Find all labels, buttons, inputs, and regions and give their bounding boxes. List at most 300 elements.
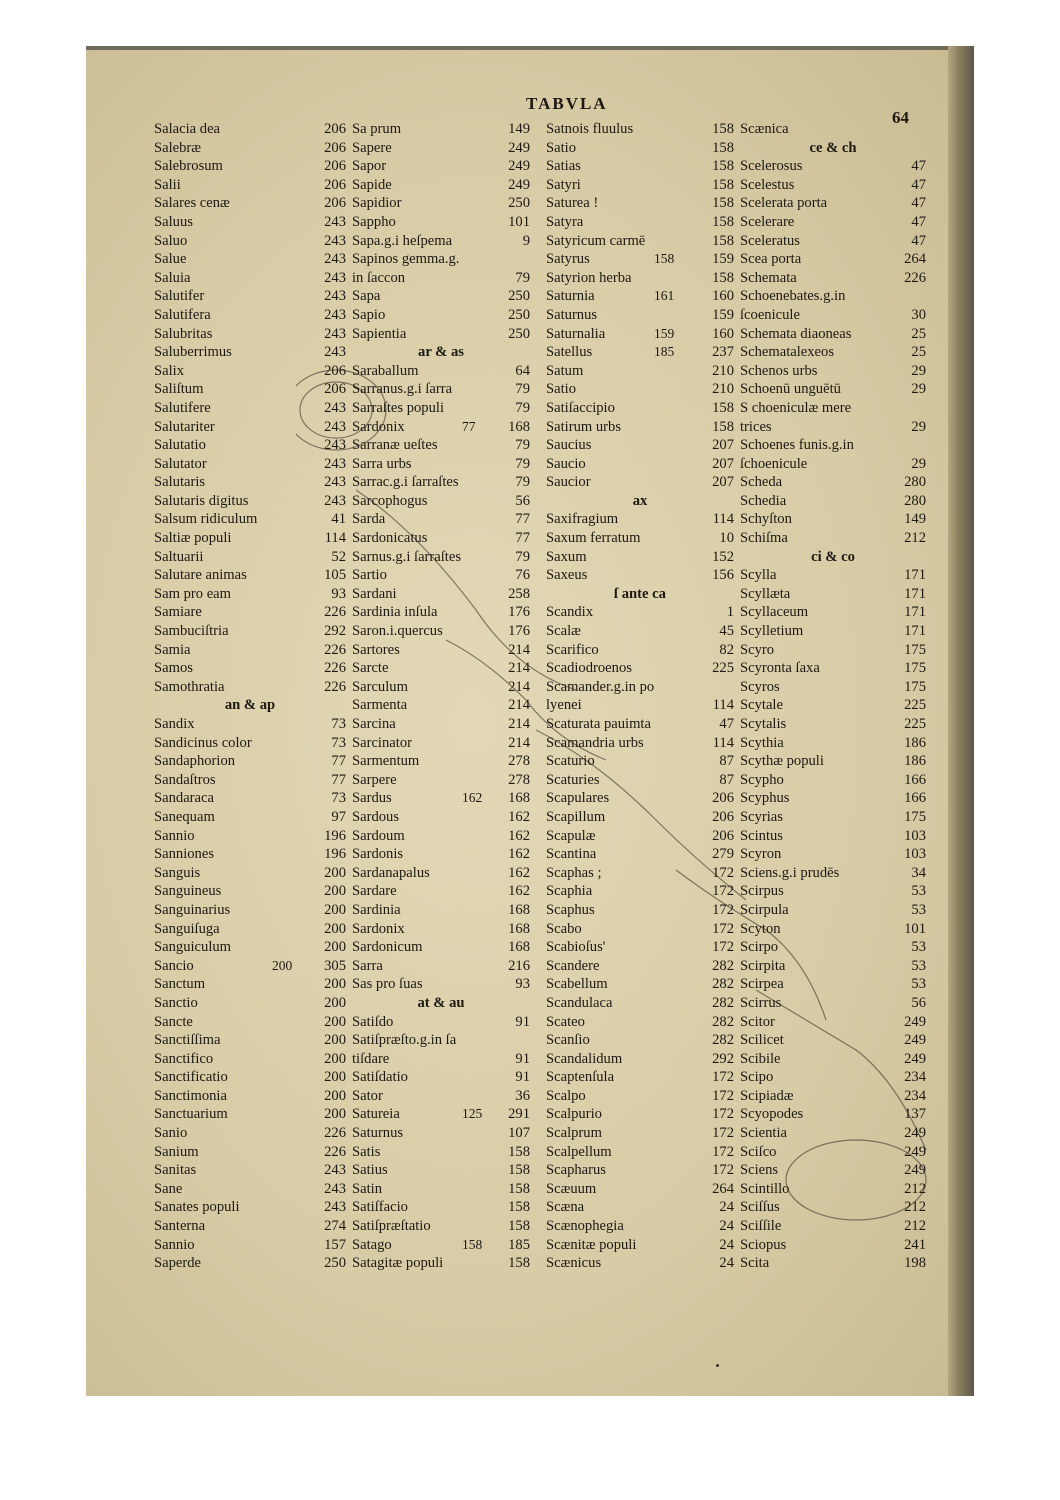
index-row: [154, 343, 346, 362]
index-row: [740, 715, 926, 734]
index-term: Saliſtum: [154, 381, 204, 398]
page-ref: 36: [515, 1087, 530, 1104]
index-row: [546, 1161, 734, 1180]
index-term: Sanctio: [154, 994, 198, 1011]
index-term: Satnois fluulus: [546, 121, 634, 137]
index-term: Scytale: [740, 697, 783, 714]
index-row: [154, 845, 346, 864]
book-spine-edge: [948, 46, 974, 1396]
index-row: [352, 1013, 530, 1032]
paper-sheet: [86, 50, 948, 1396]
page-ref: 243: [324, 344, 346, 361]
index-term: Sanctimonia: [154, 1087, 227, 1104]
index-row: [740, 1013, 926, 1032]
index-row: [154, 157, 346, 176]
page-ref: 30: [911, 306, 926, 323]
page-ref: 29: [911, 455, 926, 472]
index-row: [154, 715, 346, 734]
index-row: [154, 901, 346, 920]
index-row: [154, 120, 346, 139]
index-row: [352, 362, 530, 381]
index-row: [352, 752, 530, 771]
index-row: [352, 120, 530, 139]
page-ref: 158: [712, 195, 734, 212]
page-ref: 249: [904, 1032, 926, 1049]
page-ref: 82: [719, 641, 734, 658]
page-ref: 160: [712, 288, 734, 305]
page-ref: 166: [904, 790, 926, 807]
index-row: [352, 1105, 530, 1124]
index-row: [740, 845, 926, 864]
index-column-1: [154, 120, 346, 1273]
page-ref: 52: [331, 548, 346, 565]
index-term: Scylletium: [740, 623, 804, 640]
page-ref: 243: [324, 269, 346, 286]
index-term: Sanio: [154, 1125, 188, 1142]
index-term: Sardonix: [352, 418, 405, 435]
page-ref: 206: [712, 827, 734, 844]
index-term: Sanguiſuga: [154, 920, 220, 937]
index-row: [740, 473, 926, 492]
index-row: [740, 213, 926, 232]
index-row: [740, 827, 926, 846]
page-ref: 158: [712, 418, 734, 435]
page-ref: 156: [712, 567, 734, 584]
index-term: Sardonis: [352, 846, 404, 863]
page-ref: 250: [508, 325, 530, 342]
page-ref: 234: [904, 1087, 926, 1104]
page-ref: 225: [712, 660, 734, 677]
page-ref: 200: [324, 864, 346, 881]
page-ref: 25: [911, 344, 926, 361]
index-row: [546, 566, 734, 585]
page-ref: 214: [508, 678, 530, 695]
index-row: [352, 1031, 530, 1050]
index-term: Salutifer: [154, 288, 205, 305]
index-row: [154, 1050, 346, 1069]
index-row: [740, 808, 926, 827]
page-ref: 158: [508, 1218, 530, 1235]
index-row: [352, 641, 530, 660]
index-row: [352, 380, 530, 399]
index-row: [740, 1254, 926, 1273]
index-row: [546, 194, 734, 213]
index-row: [740, 492, 926, 511]
section-heading: ar & as: [418, 344, 464, 361]
index-row: [546, 938, 734, 957]
index-row: [740, 362, 926, 381]
index-term: Scita: [740, 1255, 770, 1272]
index-row: [352, 548, 530, 567]
index-term: Satiſpræſtatio: [352, 1218, 431, 1235]
page-ref: 207: [712, 474, 734, 491]
index-term: Sarnus.g.i ſarraſtes: [352, 548, 462, 565]
page-ref: 25: [911, 325, 926, 342]
index-row: [154, 641, 346, 660]
scanned-page: [86, 46, 974, 1396]
page-ref: 162: [508, 808, 530, 825]
page-ref: 185: [508, 1236, 530, 1253]
page-ref: 305: [324, 957, 346, 974]
index-term: Samiare: [154, 604, 202, 621]
index-term: Satyra: [546, 213, 584, 230]
index-term: Sarra urbs: [352, 455, 412, 472]
page-ref: 171: [904, 585, 926, 602]
index-row: [154, 882, 346, 901]
index-row: [154, 213, 346, 232]
index-row: [546, 603, 734, 622]
index-row: [740, 232, 926, 251]
index-row: [740, 1050, 926, 1069]
index-row: [154, 1198, 346, 1217]
index-row: [546, 325, 734, 344]
page-ref: 200: [324, 1106, 346, 1123]
index-term: Salix: [154, 362, 184, 379]
page-ref: 172: [712, 901, 734, 918]
page-ref: 171: [904, 623, 926, 640]
index-term: Saltiæ populi: [154, 530, 232, 547]
index-row: [154, 436, 346, 455]
page-ref: 158: [508, 1162, 530, 1179]
index-term: Satias: [546, 158, 581, 175]
index-row: [154, 269, 346, 288]
index-term: lyenei: [546, 697, 582, 714]
index-row: [740, 1180, 926, 1199]
page-ref: 73: [331, 790, 346, 807]
index-term: Saluo: [154, 232, 188, 249]
index-term: Satago: [352, 1236, 392, 1253]
index-row: [352, 1161, 530, 1180]
page-ref: 250: [324, 1255, 346, 1272]
index-term: S choeniculæ mere: [740, 399, 852, 416]
index-row: [546, 994, 734, 1013]
index-row: [154, 1217, 346, 1236]
index-row: [154, 287, 346, 306]
index-term: Scirpus: [740, 883, 784, 900]
index-row: [154, 1180, 346, 1199]
page-ref: 249: [904, 1050, 926, 1067]
index-row: [546, 771, 734, 790]
page-ref: 206: [324, 158, 346, 175]
index-term: Sanniones: [154, 846, 214, 863]
index-term: Scænica: [740, 121, 789, 137]
page-ref: 172: [712, 939, 734, 956]
page-ref: 278: [508, 753, 530, 770]
page-ref: 291: [508, 1106, 530, 1123]
index-row: [352, 771, 530, 790]
index-term: Scabellum: [546, 976, 608, 993]
page-ref: 158: [508, 1199, 530, 1216]
index-row: [546, 139, 734, 158]
page-ref: 171: [904, 567, 926, 584]
page-ref: 158: [508, 1255, 530, 1272]
index-term: Scelerata porta: [740, 195, 828, 212]
index-row: [740, 1031, 926, 1050]
page-ref: 206: [324, 176, 346, 193]
index-row: [740, 287, 926, 306]
page-ref: 200: [324, 976, 346, 993]
index-row: [546, 343, 734, 362]
index-row: [740, 1217, 926, 1236]
index-row: [154, 492, 346, 511]
page-ref: 10: [719, 530, 734, 547]
page-ref: 168: [508, 901, 530, 918]
index-row: [352, 529, 530, 548]
index-row: [352, 585, 530, 604]
page-ref: 91: [515, 1069, 530, 1086]
index-term: Saraballum: [352, 362, 419, 379]
index-row: [740, 529, 926, 548]
index-row: [352, 1143, 530, 1162]
index-row: [546, 715, 734, 734]
index-term: Satiſdo: [352, 1013, 394, 1030]
index-row: [154, 529, 346, 548]
index-row: [352, 250, 530, 269]
index-term: Saron.i.quercus: [352, 623, 443, 640]
index-term: Salutare animas: [154, 567, 247, 584]
index-row: [154, 603, 346, 622]
page-number: 64: [892, 108, 909, 127]
page-ref: 249: [904, 1143, 926, 1160]
page-ref: 79: [515, 269, 530, 286]
page-ref: 29: [911, 418, 926, 435]
index-row: [352, 622, 530, 641]
index-column-3: [546, 120, 734, 1273]
secondary-page-ref: 158: [654, 251, 675, 267]
index-row: [154, 975, 346, 994]
page-ref: 166: [904, 771, 926, 788]
index-term: Schoenes funis.g.in: [740, 437, 854, 454]
page-ref: 47: [719, 716, 734, 732]
page-ref: 206: [324, 139, 346, 156]
index-row: [352, 418, 530, 437]
index-term: Scæuum: [546, 1180, 597, 1197]
page-ref: 47: [911, 158, 926, 175]
page-ref: 158: [712, 213, 734, 230]
page-ref: 225: [904, 697, 926, 714]
index-row: [546, 1031, 734, 1050]
index-row: [740, 566, 926, 585]
index-term: Sanctum: [154, 976, 206, 993]
index-row: [546, 920, 734, 939]
index-row: [352, 808, 530, 827]
index-term: Sannio: [154, 1236, 195, 1253]
page-ref: 243: [324, 213, 346, 230]
index-term: Saucior: [546, 474, 591, 491]
index-row: [546, 734, 734, 753]
index-term: ſchoenicule: [740, 455, 808, 472]
index-term: Sardous: [352, 808, 400, 825]
page-ref: 76: [515, 567, 530, 584]
index-row: [352, 1068, 530, 1087]
page-ref: 292: [324, 623, 346, 640]
index-row: [740, 455, 926, 474]
index-row: [740, 920, 926, 939]
index-term: Saturnus: [546, 306, 598, 323]
index-term: in ſaccon: [352, 269, 406, 286]
page-ref: 172: [712, 883, 734, 900]
index-row: [740, 436, 926, 455]
index-row: [154, 194, 346, 213]
page-ref: 282: [712, 1032, 734, 1049]
index-term: Sapor: [352, 158, 387, 175]
page-ref: 41: [331, 511, 346, 528]
page-ref: 200: [324, 1087, 346, 1104]
page-ref: 243: [324, 232, 346, 249]
page-ref: 206: [324, 362, 346, 379]
index-row: [546, 641, 734, 660]
index-row: [546, 380, 734, 399]
index-term: Scamandria urbs: [546, 734, 644, 751]
page-ref: 172: [712, 1143, 734, 1160]
index-term: Sarra: [352, 957, 383, 974]
index-term: Saucius: [546, 437, 592, 454]
index-term: Sandix: [154, 716, 195, 732]
page-ref: 29: [911, 381, 926, 398]
index-term: Saxum: [546, 548, 587, 565]
index-term: Sartores: [352, 641, 400, 658]
page-ref: 282: [712, 994, 734, 1011]
index-term: Saluia: [154, 269, 191, 286]
index-row: [154, 622, 346, 641]
index-row: [352, 139, 530, 158]
page-ref: 243: [324, 251, 346, 268]
index-row: [154, 789, 346, 808]
index-row: [154, 1161, 346, 1180]
index-term: Saturnalia: [546, 325, 606, 342]
index-row: [352, 1236, 530, 1255]
index-term: Scalpellum: [546, 1143, 612, 1160]
index-row: [546, 1217, 734, 1236]
index-term: Sardonicum: [352, 939, 423, 956]
index-row: [740, 659, 926, 678]
index-row: [740, 641, 926, 660]
index-term: Scythæ populi: [740, 753, 824, 770]
secondary-page-ref: 161: [654, 288, 675, 304]
index-term: Scapharus: [546, 1162, 606, 1179]
index-term: Salutaris: [154, 474, 206, 491]
page-ref: 97: [331, 808, 346, 825]
index-row: [352, 994, 530, 1013]
index-row: [546, 864, 734, 883]
page-ref: 79: [515, 548, 530, 565]
index-term: Sanitas: [154, 1162, 197, 1179]
index-row: [546, 957, 734, 976]
page-ref: 77: [331, 753, 346, 770]
index-term: Sardonicatus: [352, 530, 428, 547]
index-row: [352, 789, 530, 808]
index-row: [154, 678, 346, 697]
index-row: [154, 1254, 346, 1273]
index-row: [740, 603, 926, 622]
page-ref: 168: [508, 920, 530, 937]
index-row: [740, 994, 926, 1013]
page-ref: 214: [508, 641, 530, 658]
index-term: Scelerare: [740, 213, 795, 230]
index-row: [546, 1236, 734, 1255]
index-row: [154, 1124, 346, 1143]
page-ref: 243: [324, 418, 346, 435]
index-row: [546, 1180, 734, 1199]
index-term: Scyronta ſaxa: [740, 660, 820, 677]
index-row: [154, 771, 346, 790]
index-row: [352, 603, 530, 622]
index-term: Satiſfacio: [352, 1199, 408, 1216]
index-row: [546, 845, 734, 864]
page-ref: 212: [904, 530, 926, 547]
section-heading: at & au: [417, 994, 465, 1011]
index-term: Scyrias: [740, 808, 783, 825]
index-row: [154, 232, 346, 251]
index-row: [546, 120, 734, 139]
page-ref: 200: [324, 883, 346, 900]
page-ref: 200: [324, 1032, 346, 1049]
index-term: Salubritas: [154, 325, 213, 342]
index-row: [740, 1124, 926, 1143]
index-term: Salacia dea: [154, 121, 221, 137]
page-ref: 159: [712, 306, 734, 323]
page-ref: 53: [911, 976, 926, 993]
page-ref: 34: [911, 864, 926, 881]
secondary-page-ref: 162: [462, 790, 483, 806]
index-row: [546, 1254, 734, 1273]
index-term: Sandicinus color: [154, 734, 252, 751]
index-term: Sandaphorion: [154, 753, 236, 770]
index-row: [154, 306, 346, 325]
index-term: Sapa: [352, 288, 381, 305]
index-term: Sciſſus: [740, 1199, 780, 1216]
index-row: [154, 696, 346, 715]
page-ref: 226: [324, 1143, 346, 1160]
index-term: Sciſſile: [740, 1218, 782, 1235]
index-term: Scaturies: [546, 771, 600, 788]
index-row: [154, 585, 346, 604]
index-row: [154, 827, 346, 846]
index-row: [740, 1068, 926, 1087]
index-row: [546, 789, 734, 808]
index-term: Sannio: [154, 827, 195, 844]
index-term: Salutariter: [154, 418, 215, 435]
page-ref: 206: [324, 195, 346, 212]
index-term: Sardinia: [352, 901, 401, 918]
index-row: [740, 139, 926, 158]
index-term: Sancte: [154, 1013, 193, 1030]
page-ref: 158: [712, 121, 734, 137]
section-heading: ax: [632, 492, 648, 509]
index-row: [546, 436, 734, 455]
index-term: Scandulaca: [546, 994, 613, 1011]
index-row: [154, 418, 346, 437]
index-term: Salutifera: [154, 306, 211, 323]
index-row: [546, 585, 734, 604]
page-ref: 158: [712, 399, 734, 416]
page-ref: 53: [911, 939, 926, 956]
index-term: Sardani: [352, 585, 397, 602]
page-ref: 292: [712, 1050, 734, 1067]
index-term: Satis: [352, 1143, 381, 1160]
index-row: [546, 510, 734, 529]
index-row: [740, 120, 926, 139]
index-row: [154, 1068, 346, 1087]
index-row: [154, 1087, 346, 1106]
index-row: [154, 1013, 346, 1032]
index-row: [546, 213, 734, 232]
page-ref: 159: [712, 251, 734, 268]
index-term: Scænophegia: [546, 1218, 624, 1235]
page-ref: 243: [324, 1180, 346, 1197]
page-ref: 158: [712, 158, 734, 175]
secondary-page-ref: 159: [654, 325, 675, 341]
